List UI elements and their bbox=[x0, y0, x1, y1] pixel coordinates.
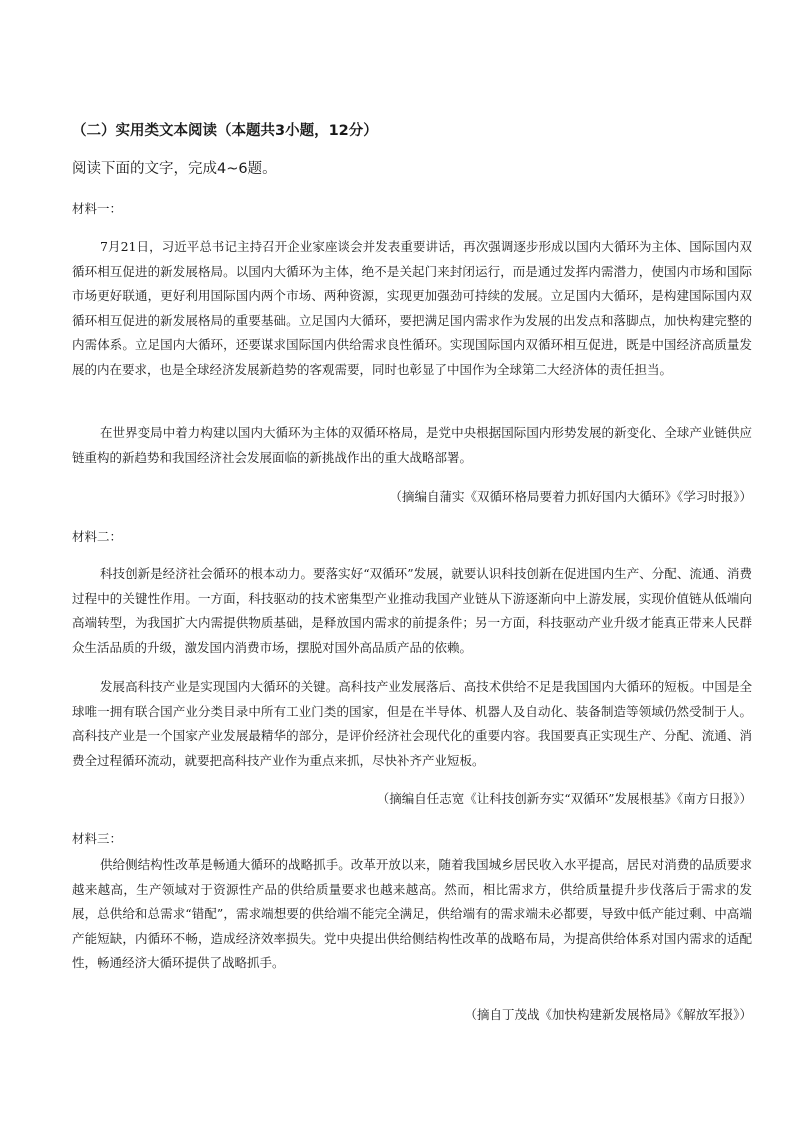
instruction-text: 阅读下面的文字，完成4~6题。 bbox=[72, 161, 277, 177]
material2-paragraph-2: 发展高科技产业是实现国内大循环的关键。高科技产业发展落后、高技术供给不足是我国国内大循环的短板。中国是全球唯一拥有联合国产业分类目录中所有工业门类的国家，但是在半导体、机器人及自动化、装备制造等领域仍然受制于人。高科技产业是一个国家产业发展最精华的部分，是评价经济社会现代化的重要内容。我国要真正实现生产、分配、流通、消费全过程循环流动，就要把高科技产业作为重点来抓，尽快补齐产业短板。 bbox=[72, 679, 752, 768]
material1-paragraph-2: 在世界变局中着力构建以国内大循环为主体的双循环格局，是党中央根据国际国内形势发展的新变化、全球产业链供应链重构的新趋势和我国经济社会发展面临的新挑战作出的重大战略部署。 bbox=[72, 425, 752, 465]
material3-label: 材料三： bbox=[72, 831, 123, 846]
material1-paragraph-1: 7月21日，习近平总书记主持召开企业家座谈会并发表重要讲话，再次强调逐步形成以国内大循环为主体、国际国内双循环相互促进的新发展格局。以国内大循环为主体，绝不是关起门来封闭运行，而是通过发挥内需潜力，使国内市场和国际市场更好联通，更好利用国际国内两个市场、两种资源，实现更加强劲可持续的发展。立足国内大循环，是构建国际国内双循环相互促进的新发展格局的重要基础。立足国内大循环，要把满足国内需求作为发展的出发点和落脚点，加快构建完整的内需体系。立足国内大循环，还要谋求国际国内供给需求良性循环。实现国际国内双循环相互促进，既是中国经济高质量发展的内在要求，也是全球经济发展新趋势的客观需要，同时也彰显了中国作为全球第二大经济体的责任担当。 bbox=[72, 239, 752, 377]
section-title: （二）实用类文本阅读（本题共3小题，12分） bbox=[72, 123, 378, 139]
material2-label: 材料二： bbox=[72, 529, 123, 544]
material2-source: （摘编自任志宽《让科技创新夯实“双循环”发展根基》《南方日报》） bbox=[376, 791, 752, 806]
material3-source: （摘自丁茂战《加快构建新发展格局》《解放军报》） bbox=[464, 1007, 752, 1022]
material2-paragraph-1: 科技创新是经济社会循环的根本动力。要落实好“双循环”发展，就要认识科技创新在促进国内生产、分配、流通、消费过程中的关键性作用。一方面，科技驱动的技术密集型产业推动我国产业链从下游逐渐向中上游发展，实现价值链从低端向高端转型，为我国扩大内需提供物质基础，是释放国内需求的前提条件；另一方面，科技驱动产业升级才能真正带来人民群众生活品质的升级，激发国内消费市场，摆脱对国外高品质产品的依赖。 bbox=[72, 566, 752, 655]
material3-paragraph-1: 供给侧结构性改革是畅通大循环的战略抓手。改革开放以来，随着我国城乡居民收入水平提高，居民对消费的品质要求越来越高，生产领域对于资源性产品的供给质量要求也越来越高。然而，相比需求方，供给质量提升步伐落后于需求的发展，总供给和总需求“错配”，需求端想要的供给端不能完全满足，供给端有的需求端未必都要，导致中低产能过剩、中高端产能短缺，内循环不畅，造成经济效率损失。党中央提出供给侧结构性改革的战略布局，为提高供给体系对国内需求的适配性，畅通经济大循环提供了战略抓手。 bbox=[72, 857, 752, 971]
material1-source: （摘编自蒲实《双循环格局要着力抓好国内大循环》《学习时报》） bbox=[389, 489, 752, 504]
material1-label: 材料一： bbox=[72, 201, 123, 216]
